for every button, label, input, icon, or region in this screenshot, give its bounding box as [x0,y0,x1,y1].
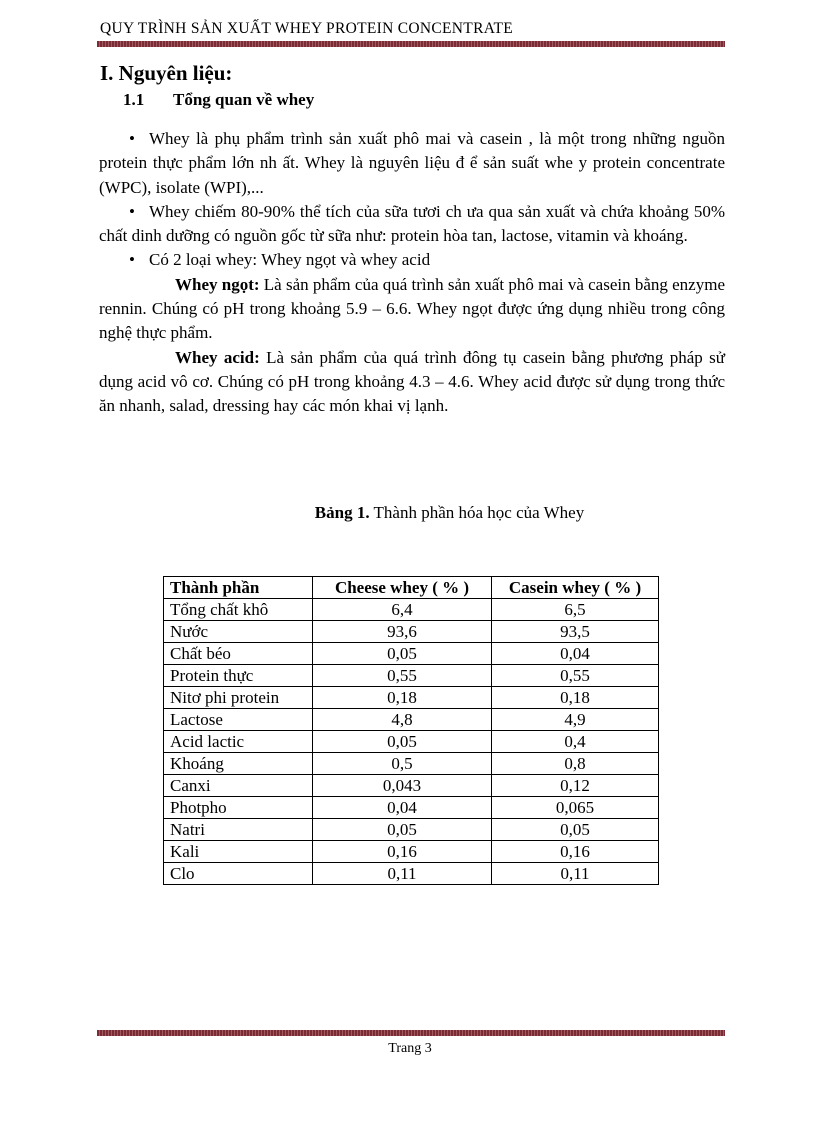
header-rule [97,41,725,47]
cell-component: Acid lactic [164,731,313,753]
cell-component: Photpho [164,797,313,819]
bullet-text-2: Whey chiếm 80-90% thể tích của sữa tươi ch ưa qua sản xuất và chứa khoảng 50% chất dinh dưỡng có nguồn gốc từ sữa như: protein hòa tan, lactose, vitamin và khoáng. [99,201,725,246]
table-row [164,819,659,841]
bullet-icon: • [129,201,135,221]
table-row [164,797,659,819]
bullet-icon: • [129,129,135,148]
cell-cheese-whey: 0,55 [313,665,492,687]
cell-cheese-whey: 4,8 [313,709,492,731]
cell-component: Tổng chất khô [164,599,313,621]
table-row [164,753,659,775]
running-header: QUY TRÌNH SẢN XUẤT WHEY PROTEIN CONCENTRATE [100,20,514,37]
subsection-heading [123,90,314,110]
header-casein-whey: Casein whey ( % ) [492,577,659,599]
table-body [164,599,659,885]
cell-component: Clo [164,863,313,885]
table-row [164,599,659,621]
sweet-whey-label: Whey ngọt: [175,274,260,294]
table-row [164,841,659,863]
cell-cheese-whey: 0,05 [313,819,492,841]
bullet-text-1: Whey là phụ phẩm trình sản xuất phô mai và casein , là một trong những nguồn protein thực phẩm lớn nh ất. Whey là nguyên liệu đ ể sản suất whe y protein concentrate (WPC), isolate (WPI),... [99,129,725,197]
acid-whey-label: Whey acid: [175,347,260,367]
cell-cheese-whey: 0,18 [313,687,492,709]
cell-casein-whey: 0,065 [492,797,659,819]
footer-rule [97,1030,725,1036]
cell-component: Lactose [164,709,313,731]
cell-casein-whey: 4,9 [492,709,659,731]
header-cheese-whey: Cheese whey ( % ) [313,577,492,599]
cell-cheese-whey: 0,11 [313,863,492,885]
cell-cheese-whey: 0,05 [313,731,492,753]
body-text [99,127,725,419]
cell-casein-whey: 0,12 [492,775,659,797]
cell-casein-whey: 93,5 [492,621,659,643]
subsection-title: Tổng quan về whey [173,90,315,109]
table-header-row [164,577,659,599]
table-row [164,687,659,709]
cell-casein-whey: 0,18 [492,687,659,709]
cell-component: Khoáng [164,753,313,775]
cell-component: Nitơ phi protein [164,687,313,709]
cell-component: Canxi [164,775,313,797]
bullet-text-3: Có 2 loại whey: Whey ngọt và whey acid [149,250,431,270]
cell-cheese-whey: 0,043 [313,775,492,797]
composition-table [163,576,659,885]
cell-component: Natri [164,819,313,841]
table-row [164,709,659,731]
cell-cheese-whey: 6,4 [313,599,492,621]
table-row [164,621,659,643]
table-caption-label: Bảng 1. [314,503,370,522]
cell-component: Kali [164,841,313,863]
cell-casein-whey: 0,4 [492,731,659,753]
cell-casein-whey: 6,5 [492,599,659,621]
table-row [164,665,659,687]
cell-casein-whey: 0,04 [492,643,659,665]
cell-casein-whey: 0,55 [492,665,659,687]
cell-casein-whey: 0,05 [492,819,659,841]
cell-cheese-whey: 0,04 [313,797,492,819]
table-row [164,775,659,797]
bullet-paragraph-1 [99,127,725,200]
table-caption [0,503,816,523]
cell-component: Nước [164,621,313,643]
table-row [164,643,659,665]
section-heading: I. Nguyên liệu: [100,61,233,85]
table-row [164,863,659,885]
sweet-whey-text: Là sản phẩm của quá trình sản xuất phô mai và casein bằng enzyme rennin. Chúng có pH trong khoảng 5.9 – 6.6. Whey ngọt được ứng dụng nhiều trong công nghệ thực phẩm. [99,274,725,343]
acid-whey-text: Là sản phẩm của quá trình đông tụ casein bằng phương pháp sử dụng acid vô cơ. Chúng có pH trong khoảng 4.3 – 4.6. Whey acid được sử dụng trong thức ăn nhanh, salad, dressing hay các món khai vị lạnh. [99,347,725,416]
table-caption-text: Thành phần hóa học của Whey [369,503,585,522]
header-component: Thành phần [164,577,313,599]
cell-cheese-whey: 0,16 [313,841,492,863]
cell-component: Chất béo [164,643,313,665]
cell-casein-whey: 0,11 [492,863,659,885]
bullet-paragraph-2 [99,200,725,249]
page-number: Trang 3 [388,1041,432,1056]
cell-casein-whey: 0,16 [492,841,659,863]
bullet-icon: • [129,250,135,270]
subsection-number: 1.1 [123,90,145,109]
bullet-paragraph-3 [99,248,725,272]
acid-whey-paragraph [99,346,725,419]
sweet-whey-paragraph [99,273,725,346]
cell-casein-whey: 0,8 [492,753,659,775]
cell-cheese-whey: 0,05 [313,643,492,665]
cell-cheese-whey: 93,6 [313,621,492,643]
cell-component: Protein thực [164,665,313,687]
cell-cheese-whey: 0,5 [313,753,492,775]
table-row [164,731,659,753]
